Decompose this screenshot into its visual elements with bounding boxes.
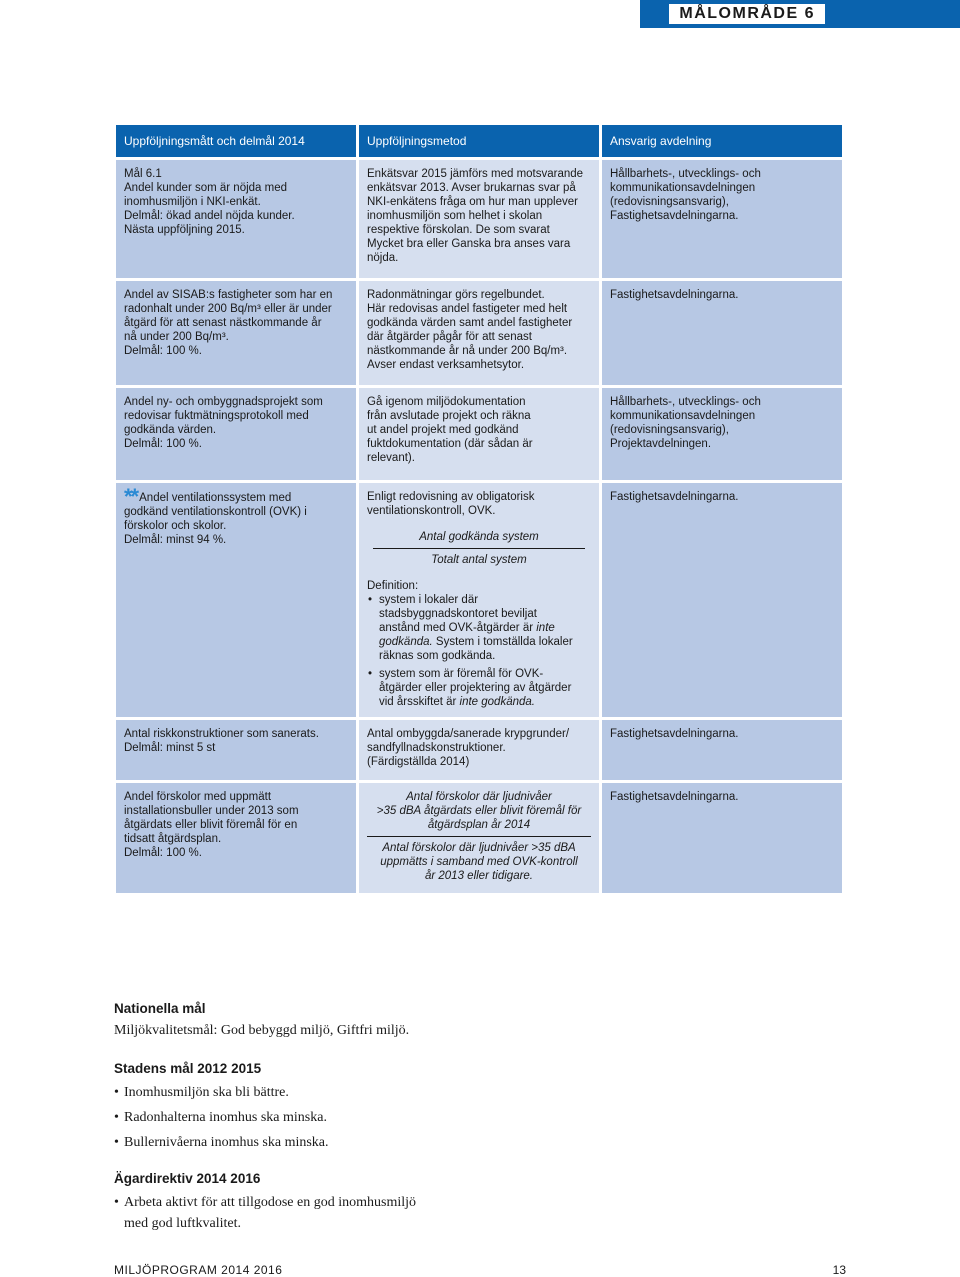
measure-cell [116,720,356,780]
measure-cell [116,160,356,278]
responsible-cell [602,720,842,780]
text-line: räknas som godkända. [379,650,496,662]
emphasis: godkända. [379,636,433,648]
text-line: vid årsskiftet är [379,696,460,708]
noise-fraction [367,790,591,883]
table-row [116,281,842,385]
text-line: Antal förskolor där ljudnivåer >35 dBA [382,842,576,854]
measure-cell [116,783,356,893]
table-row [116,483,842,717]
text-line: enkätsvar 2013. Avser brukarnas svar på [367,182,576,194]
goals-section [114,1000,714,1240]
page-number: 13 [832,1263,846,1277]
text-line: Fastighetsavdelningarna. [610,491,739,503]
city-goals-heading: Stadens mål 2012 2015 [114,1061,262,1076]
text-line [379,695,591,709]
section-title: MÅLOMRÅDE 6 [669,4,825,24]
text-line: installationsbuller under 2013 som [124,805,299,817]
emphasis: inte [536,622,555,634]
text-line: Hållbarhets-, utvecklings- och [610,168,761,180]
list-item [379,667,591,709]
text-line: (Färdigställda 2014) [367,756,470,768]
ovk-fraction [373,530,585,567]
responsible-cell [602,783,842,893]
text-line: Antal förskolor där ljudnivåer [406,791,552,803]
text-line: godkända värden samt andel fastigheter [367,317,573,329]
owner-directive-heading: Ägardirektiv 2014 2016 [114,1171,261,1186]
text-line: System i tomställda lokaler [432,636,573,648]
fraction-denominator: Totalt antal system [431,554,527,566]
text-line: Andel ventilationssystem med [139,492,292,504]
text-line: nöjda. [367,252,399,264]
text-line: (redovisningsansvarig), [610,196,729,208]
text-line: Andel förskolor med uppmätt [124,791,272,803]
text-line: Här redovisas andel fastigeter med helt [367,303,568,315]
text-line: nå under 200 Bq/m³. [124,331,229,343]
fraction-numerator: Antal godkända system [419,531,539,543]
text-line: Delmål: 100 %. [124,438,202,450]
text-line: anstånd med OVK-åtgärder är [379,622,537,634]
text-line: Antal riskkonstruktioner som sanerats. [124,728,319,740]
city-goals-list [114,1084,714,1152]
method-cell [359,160,599,278]
text-line: relevant). [367,452,415,464]
list-item [124,1194,714,1233]
text-line: (redovisningsansvarig), [610,424,729,436]
text-line: • system som är föremål för OVK- [379,668,544,680]
text-line: Fastighetsavdelningarna. [610,728,739,740]
fraction-rule [367,836,591,837]
text-line: Fastighetsavdelningarna. [610,289,739,301]
goals-table [113,122,845,896]
text-line: godkänd ventilationskontroll (OVK) i [124,506,307,518]
text-line: tidsatt åtgärdsplan. [124,833,222,845]
text-line: uppmätts i samband med OVK-kontroll [380,856,578,868]
text-line: Delmål: 100 %. [124,847,202,859]
text-line: förskolor och skolor. [124,520,227,532]
text-line: Antal ombyggda/sanerade krypgrunder/ [367,728,570,740]
header-responsible: Ansvarig avdelning [602,125,842,157]
method-cell [359,483,599,717]
text-line: sandfyllnadskonstruktioner. [367,742,506,754]
text-line: stadsbyggnadskontoret beviljat [379,608,537,620]
text-line: med god luftkvalitet. [124,1216,242,1231]
responsible-cell [602,483,842,717]
text-line: Radonmätningar görs regelbundet. [367,289,545,301]
owner-directive-list [114,1194,714,1233]
text-line: ventilationskontroll, OVK. [367,505,496,517]
text-line: radonhalt under 200 Bq/m³ eller är under [124,303,332,315]
definition-list [367,593,591,709]
method-cell [359,388,599,480]
method-cell [359,720,599,780]
text-line: nästkommande år nå under 200 Bq/m³. [367,345,568,357]
text-line: åtgärdsplan år 2014 [427,819,531,831]
list-item: • Inomhusmiljön ska bli bättre. [124,1084,714,1102]
method-cell [359,783,599,893]
text-line: Andel ny- och ombyggnadsprojekt som [124,396,323,408]
text-line: år 2013 eller tidigare. [424,870,534,882]
text-line: från avslutade projekt och räkna [367,410,531,422]
list-item: • Bullernivåerna inomhus ska minska. [124,1134,714,1152]
fraction-denominator [367,841,591,883]
text-line: godkända värden. [124,424,217,436]
header-measure: Uppföljningsmått och delmål 2014 [116,125,356,157]
text-line: Delmål: 100 %. [124,345,202,357]
text-line: Delmål: minst 5 st [124,742,216,754]
table-header-row [116,125,842,157]
text-line: Fastighetsavdelningarna. [610,210,739,222]
text-line: respektive förskolan. De som svarat [367,224,550,236]
fraction-numerator [367,790,591,834]
text-line: där åtgärder pågår för att senast [367,331,532,343]
text-line: NKI-enkätens fråga om hur man upplever [367,196,578,208]
text-line: åtgärder eller projektering av åtgärder [379,682,572,694]
text-line: inomhusmiljön som helhet i skolan [367,210,543,222]
responsible-cell [602,160,842,278]
text-line: inomhusmiljön i NKI-enkät. [124,196,261,208]
method-cell [359,281,599,385]
text-line: kommunikationsavdelningen [610,410,756,422]
text-line: Mycket bra eller Ganska bra anses vara [367,238,571,250]
text-line: Gå igenom miljödokumentation [367,396,526,408]
text-line: åtgärdats eller blivit föremål för en [124,819,298,831]
emphasis: inte godkända. [459,696,535,708]
responsible-cell [602,281,842,385]
measure-cell [116,281,356,385]
text-line: åtgärd för att senast nästkommande år [124,317,322,329]
text-line: Projektavdelningen. [610,438,712,450]
text-line: Andel kunder som är nöjda med [124,182,288,194]
definition-label: Definition: [367,580,419,592]
section-tab [640,0,960,28]
table-row [116,388,842,480]
responsible-cell [602,388,842,480]
text-line [379,635,591,649]
text-line: kommunikationsavdelningen [610,182,756,194]
measure-cell [116,388,356,480]
text-line: • Arbeta aktivt för att tillgodose en god inomhusmiljö [124,1195,417,1210]
text-line: Avser endast verksamhetsytor. [367,359,525,371]
text-line: Enligt redovisning av obligatorisk [367,491,535,503]
text-line [379,621,591,635]
footer-title: MILJÖPROGRAM 2014 2016 [114,1263,283,1277]
text-line: redovisar fuktmätningsprotokoll med [124,410,309,422]
list-item: • Radonhalterna inomhus ska minska. [124,1109,714,1127]
text-line: Hållbarhets-, utvecklings- och [610,396,761,408]
text-line: ut andel projekt med godkänd [367,424,519,436]
text-line: Delmål: ökad andel nöjda kunder. [124,210,295,222]
text-line: fuktdokumentation (där sådan är [367,438,533,450]
text-line: Delmål: minst 94 %. [124,534,227,546]
text-line: Mål 6.1 [124,168,162,180]
text-line: Enkätsvar 2015 jämförs med motsvarande [367,168,584,180]
text-line: • system i lokaler där [379,594,479,606]
national-goals-text: Miljökvalitetsmål: God bebyggd miljö, Giftfri miljö. [114,1023,410,1038]
double-asterisk-icon: ** [124,484,138,509]
table-row [116,160,842,278]
text-line [124,484,348,509]
text-line: Andel av SISAB:s fastigheter som har en [124,289,333,301]
national-goals-heading: Nationella mål [114,1001,206,1016]
fraction-rule [373,548,585,549]
text-line: >35 dBA åtgärdats eller blivit föremål för [376,805,582,817]
header-method: Uppföljningsmetod [359,125,599,157]
text-line: Nästa uppföljning 2015. [124,224,245,236]
table-row [116,783,842,893]
table-row [116,720,842,780]
text-line: Fastighetsavdelningarna. [610,791,739,803]
measure-cell [116,483,356,717]
list-item [379,593,591,663]
